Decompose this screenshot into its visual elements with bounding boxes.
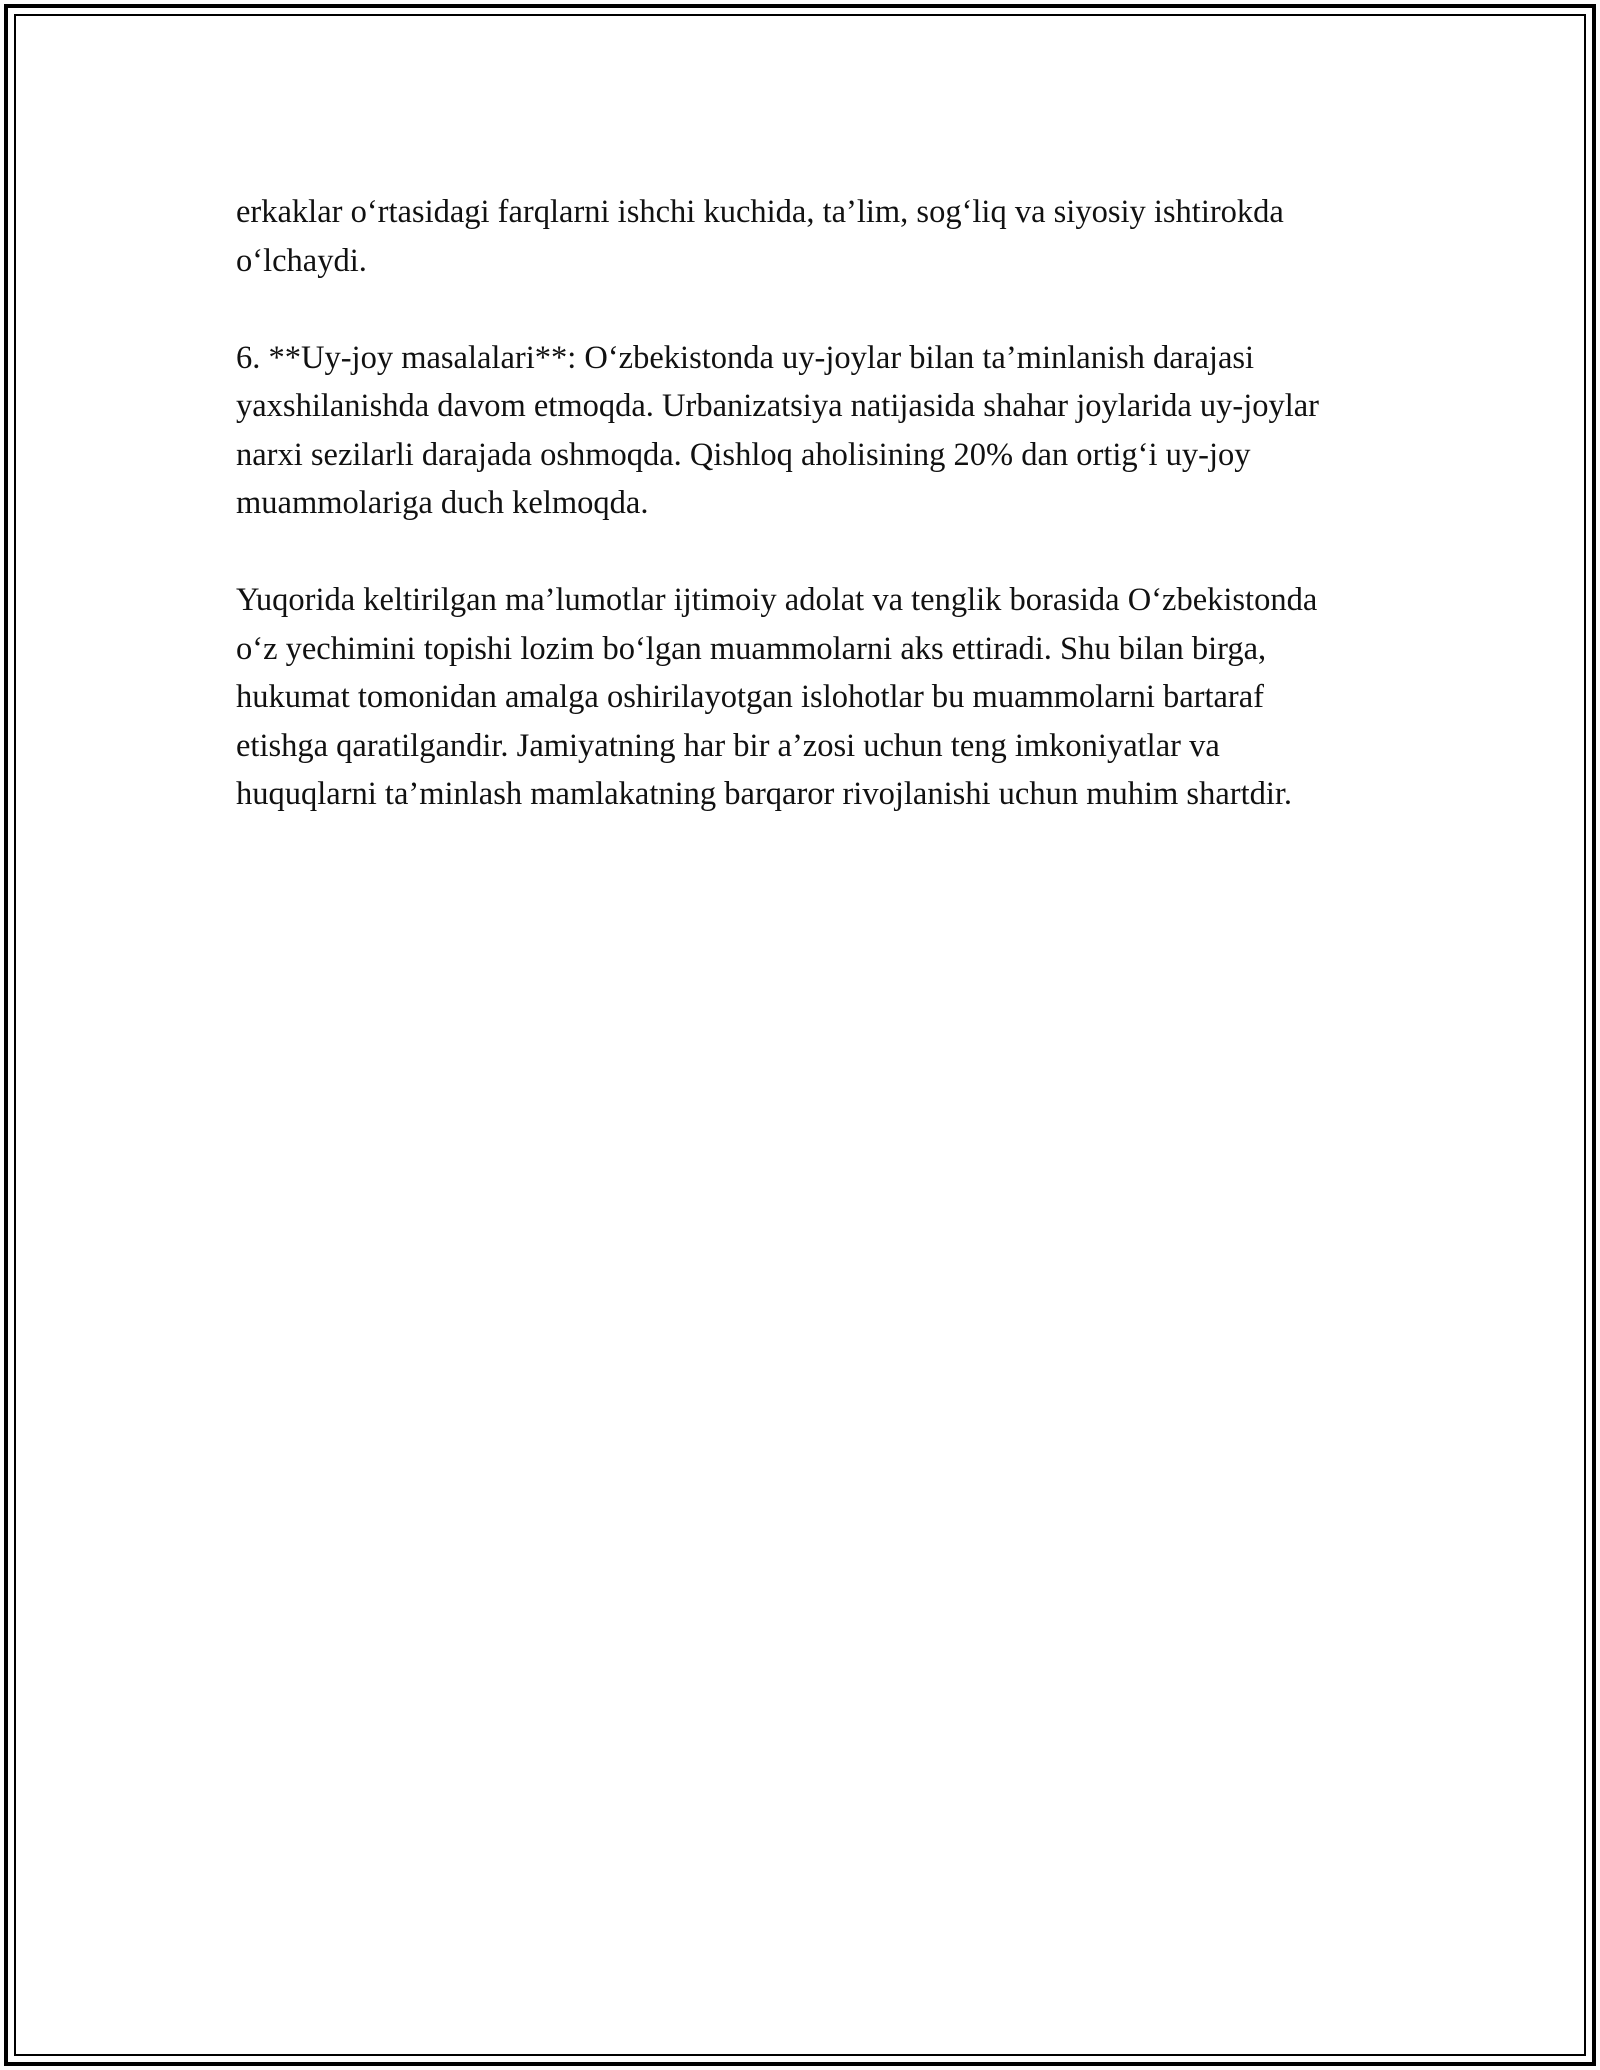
document-body bbox=[236, 188, 1364, 867]
paragraph-conclusion: Yuqorida keltirilgan ma’lumotlar ijtimoiy adolat va tenglik borasida O‘zbekistonda o‘z yechimini topishi lozim bo‘lgan muammolarni aks ettiradi. Shu bilan birga, hukumat tomonidan amalga oshirilayotgan islohotlar bu muammolarni bartaraf etishga qaratilgandir. Jamiyatning har bir a’zosi uchun teng imkoniyatlar va huquqlarni ta’minlash mamlakatning barqaror rivojlanishi uchun muhim shartdir. bbox=[236, 582, 1318, 812]
paragraph-gender-gap-continuation: erkaklar o‘rtasidagi farqlarni ishchi kuchida, ta’lim, sog‘liq va siyosiy ishtirokda o‘lchaydi. bbox=[236, 194, 1284, 279]
paragraph-housing-issues: 6. **Uy-joy masalalari**: O‘zbekistonda uy-joylar bilan ta’minlanish darajasi yaxshilanishda davom etmoqda. Urbanizatsiya natijasida shahar joylarida uy-joylar narxi sezilarli darajada oshmoqda. Qishloq aholisining 20% dan ortig‘i uy-joy muammolariga duch kelmoqda. bbox=[236, 339, 1320, 521]
